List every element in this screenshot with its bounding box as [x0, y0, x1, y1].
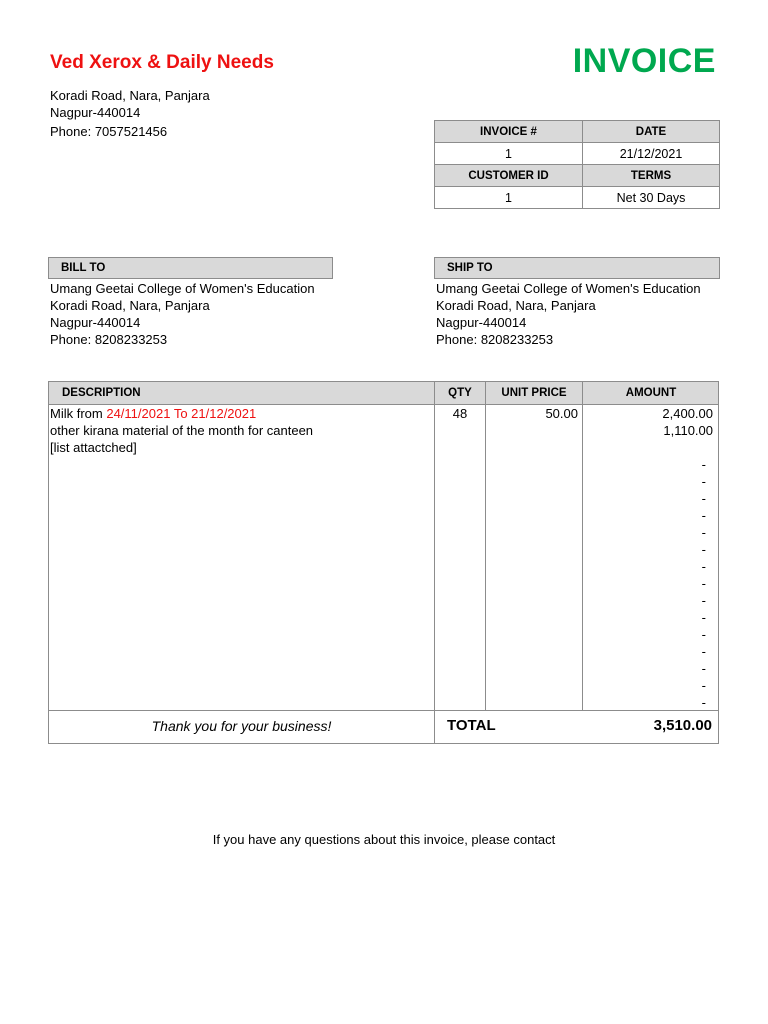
empty-amount: -	[701, 644, 706, 659]
invoice-title: INVOICE	[572, 42, 716, 80]
ship-to-phone: Phone: 8208233253	[436, 332, 554, 347]
ship-to-name: Umang Geetai College of Women's Education	[436, 281, 701, 296]
invoice-number-label: INVOICE #	[435, 121, 583, 143]
empty-amount: -	[701, 576, 706, 591]
column-divider	[485, 382, 486, 710]
item-1-amount: 2,400.00	[662, 406, 713, 421]
ship-to-address-line-2: Nagpur-440014	[436, 315, 527, 330]
terms-label: TERMS	[583, 165, 720, 187]
amount-header: AMOUNT	[625, 387, 677, 399]
footer-note: If you have any questions about this invoice, please contact	[212, 832, 556, 847]
empty-amount: -	[701, 508, 706, 523]
company-address-line-1: Koradi Road, Nara, Panjara	[50, 88, 210, 103]
empty-amount: -	[701, 610, 706, 625]
invoice-number-value: 1	[435, 143, 583, 165]
item-1-qty: 48	[452, 406, 468, 421]
company-name: Ved Xerox & Daily Needs	[50, 52, 274, 73]
customer-id-label: CUSTOMER ID	[435, 165, 583, 187]
line-items-table	[48, 381, 719, 744]
bill-to-phone: Phone: 8208233253	[50, 332, 168, 347]
customer-id-value: 1	[435, 187, 583, 209]
date-value: 21/12/2021	[583, 143, 720, 165]
invoice-meta-table	[434, 120, 720, 209]
total-value: 3,510.00	[653, 717, 712, 734]
empty-amount: -	[701, 627, 706, 642]
company-address-line-2: Nagpur-440014	[50, 105, 141, 120]
bill-to-header: BILL TO	[48, 257, 333, 279]
item-1-description	[50, 405, 256, 422]
item-1-unit-price: 50.00	[545, 406, 578, 421]
item-1-date-range: 24/11/2021 To 21/12/2021	[106, 406, 257, 421]
empty-amount: -	[701, 525, 706, 540]
empty-amount: -	[701, 593, 706, 608]
bill-to-address-line-1: Koradi Road, Nara, Panjara	[50, 298, 210, 313]
empty-amount: -	[701, 474, 706, 489]
item-3-description: [list attactched]	[50, 440, 137, 455]
bill-to-address-line-2: Nagpur-440014	[50, 315, 141, 330]
empty-amount: -	[701, 695, 706, 710]
bill-to-name: Umang Geetai College of Women's Education	[50, 281, 315, 296]
empty-amount: -	[701, 457, 706, 472]
qty-header: QTY	[448, 387, 472, 399]
total-label: TOTAL	[447, 717, 496, 734]
item-1-description-prefix: Milk from	[50, 406, 107, 421]
item-2-description: other kirana material of the month for canteen	[50, 423, 314, 438]
empty-amount: -	[701, 661, 706, 676]
column-divider	[582, 382, 583, 710]
company-phone: Phone: 7057521456	[50, 124, 168, 139]
item-2-amount: 1,110.00	[663, 423, 713, 438]
thank-you-message: Thank you for your business!	[151, 718, 332, 734]
unit-price-header: UNIT PRICE	[501, 387, 567, 399]
empty-amount: -	[701, 542, 706, 557]
ship-to-address-line-1: Koradi Road, Nara, Panjara	[436, 298, 596, 313]
ship-to-header: SHIP TO	[434, 257, 720, 279]
column-divider	[434, 382, 435, 744]
empty-amount: -	[701, 491, 706, 506]
empty-amount: -	[701, 678, 706, 693]
date-label: DATE	[583, 121, 720, 143]
empty-amount: -	[701, 559, 706, 574]
description-header: DESCRIPTION	[62, 387, 141, 399]
total-row-divider	[49, 710, 718, 711]
terms-value: Net 30 Days	[583, 187, 720, 209]
